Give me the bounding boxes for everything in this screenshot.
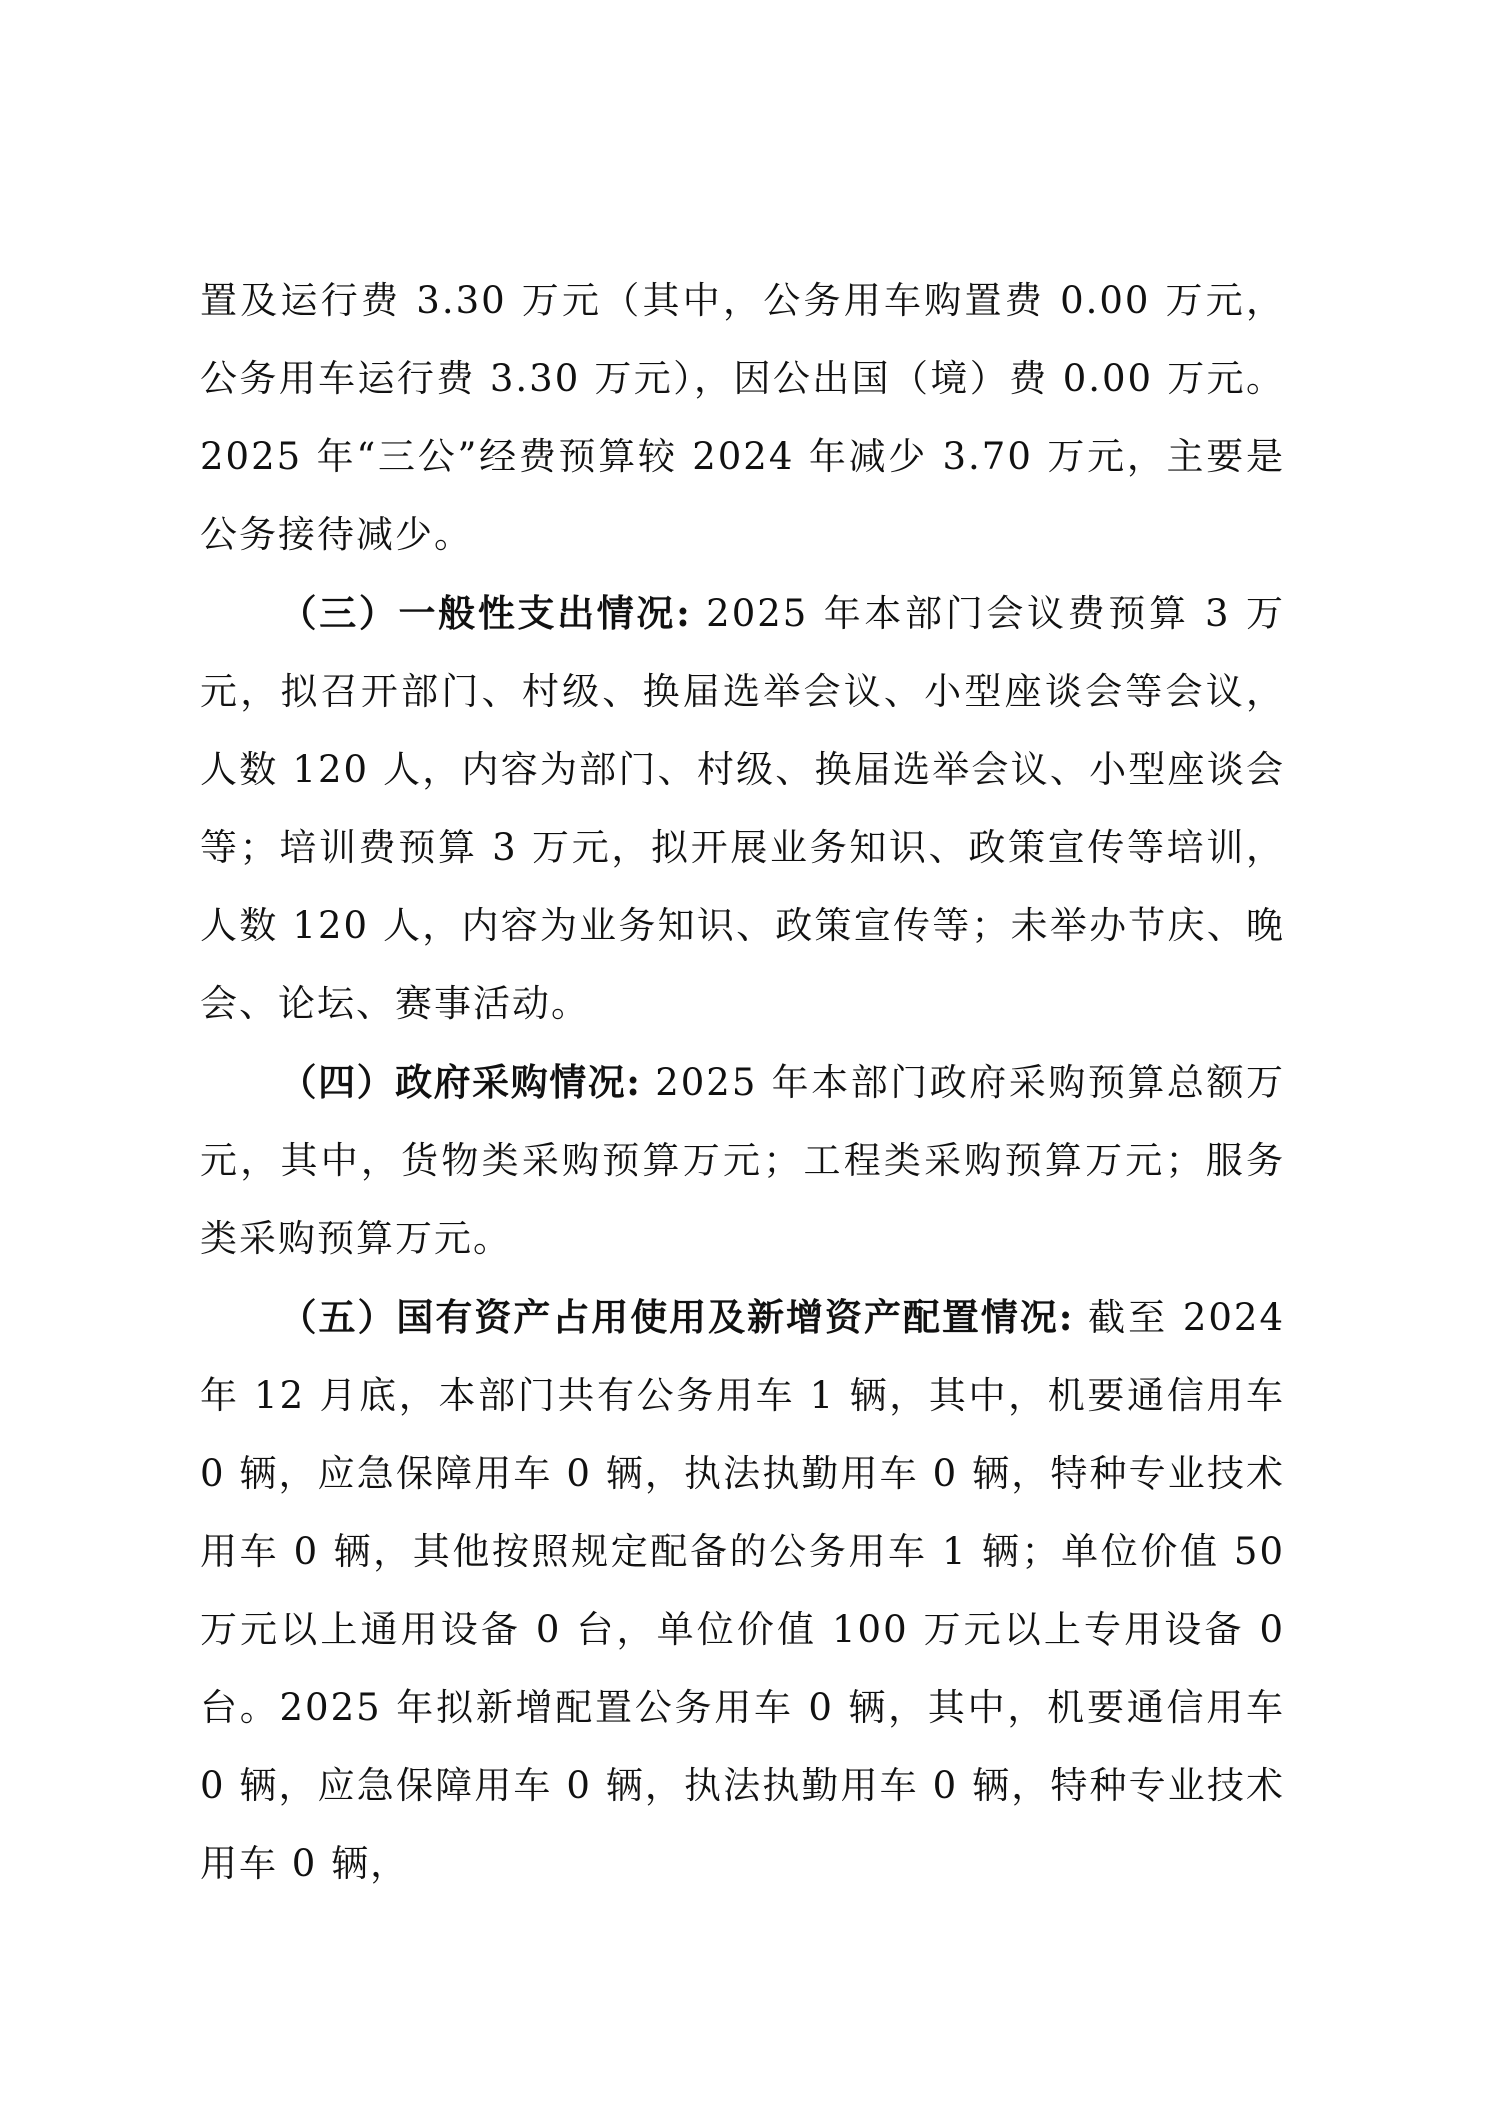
- section-heading-state-assets: （五）国有资产占用使用及新增资产配置情况:: [279, 1295, 1074, 1339]
- paragraph-text: 置及运行费 3.30 万元（其中，公务用车购置费 0.00 万元，公务用车运行费 3.30 万元），因公出国（境）费 0.00 万元。2025 年“三公”经费预算较 2024 年减少 3.70 万元，主要是公务接待减少。: [200, 279, 1285, 556]
- paragraph-text: 2025 年本部门政府采购预算总额万元，其中，货物类采购预算万元；工程类采购预算万元；服务类采购预算万元。: [200, 1061, 1285, 1260]
- paragraph-three-public-expenses: [200, 262, 1285, 574]
- paragraph-state-assets: [200, 1278, 1285, 1903]
- document-body: [200, 262, 1285, 1903]
- paragraph-text: 2025 年本部门会议费预算 3 万元，拟召开部门、村级、换届选举会议、小型座谈会等会议，人数 120 人，内容为部门、村级、换届选举会议、小型座谈会等；培训费预算 3 万元，拟开展业务知识、政策宣传等培训，人数 120 人，内容为业务知识、政策宣传等；未举办节庆、晚会、论坛、赛事活动。: [200, 592, 1285, 1025]
- paragraph-text: 截至 2024 年 12 月底，本部门共有公务用车 1 辆，其中，机要通信用车 0 辆，应急保障用车 0 辆，执法执勤用车 0 辆，特种专业技术用车 0 辆，其他按照规定配备的公务用车 1 辆；单位价值 50 万元以上通用设备 0 台，单位价值 100 万元以上专用设备 0 台。2025 年拟新增配置公务用车 0 辆，其中，机要通信用车 0 辆，应急保障用车 0 辆，执法执勤用车 0 辆，特种专业技术用车 0 辆，: [200, 1296, 1285, 1885]
- paragraph-government-procurement: [200, 1043, 1285, 1278]
- paragraph-general-expenditure: [200, 574, 1285, 1043]
- section-heading-government-procurement: （四）政府采购情况:: [279, 1060, 641, 1104]
- section-heading-general-expenditure: （三）一般性支出情况:: [279, 591, 691, 635]
